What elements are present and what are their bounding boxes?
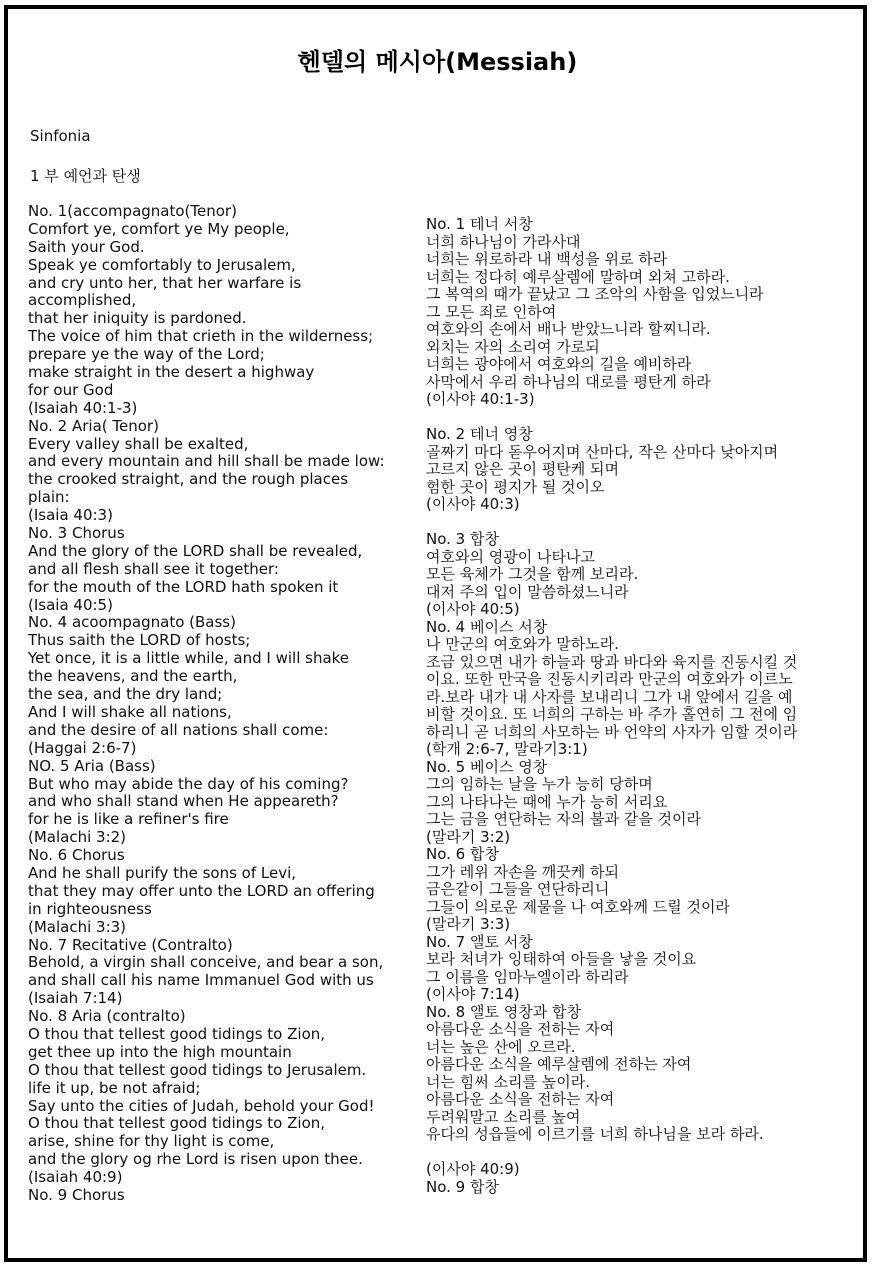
- english-lyric-line: for he is like a refiner's fire: [28, 810, 229, 829]
- korean-lyric-line: 두려워말고 소리를 높여: [426, 1107, 581, 1126]
- english-lyric-line: And the glory of the LORD shall be revealed,: [28, 541, 363, 560]
- korean-lyric-line: No. 9 합창: [426, 1177, 499, 1196]
- korean-lyric-line: (말라기 3:3): [426, 915, 511, 933]
- english-lyric-line: (Malachi 3:3): [28, 917, 127, 936]
- korean-lyric-line: 너희 하나님이 가라사대: [426, 232, 581, 251]
- english-lyric-line: The voice of him that crieth in the wilderness;: [28, 327, 374, 346]
- blank-line: [426, 1144, 854, 1162]
- korean-lyric-line: 라.보라 내가 내 사자를 보내리니 그가 내 앞에서 길을 예: [426, 687, 793, 706]
- english-lyric-line: (Isaiah 40:9): [28, 1168, 123, 1187]
- english-lyric-line: And I will shake all nations,: [28, 702, 232, 721]
- english-lyric-line: Thus saith the LORD of hosts;: [28, 631, 251, 650]
- korean-lyric-line: 그 모든 죄로 인하여: [426, 302, 557, 321]
- english-lyric-line: for the mouth of the LORD hath spoken it: [28, 577, 339, 596]
- korean-lyric-line: 아름다운 소식을 전하는 자여: [426, 1090, 615, 1108]
- english-lyric-line: in righteousness: [28, 899, 152, 918]
- english-lyric-line: and the desire of all nations shall come:: [28, 720, 329, 739]
- korean-lyric-line: 너희는 위로하라 내 백성을 위로 하라: [426, 250, 668, 268]
- korean-lyric-line: 대저 주의 입이 말씀하셨느니라: [426, 582, 629, 601]
- korean-lyric-line: 조금 있으면 내가 하늘과 땅과 바다와 육지를 진동시킬 것: [426, 652, 798, 671]
- korean-lyric-line: No. 6 합창: [426, 845, 499, 863]
- page-title: 헨델의 메시아(Messiah): [297, 48, 578, 76]
- blank-line: [426, 409, 854, 427]
- english-lyric-line: and shall call his name Immanuel God with us: [28, 971, 374, 990]
- korean-lyric-line: 아름다운 소식을 예루살렘에 전하는 자여: [426, 1055, 692, 1073]
- english-lyric-line: (Isaiah 40:1-3): [28, 398, 138, 417]
- english-lyric-line: Yet once, it is a little while, and I will shake: [28, 649, 350, 668]
- korean-lyric-line: 보라 처녀가 잉태하여 아들을 낳을 것이요: [426, 950, 697, 968]
- english-lyric-line: No. 8 Aria (contralto): [28, 1007, 186, 1026]
- korean-lyric-line: 골짜기 마다 돋우어지며 산마다, 작은 산마다 낮아지며: [426, 442, 779, 461]
- english-lyric-line: O thou that tellest good tidings to Zion,: [28, 1024, 326, 1043]
- korean-lyric-line: 외치는 자의 소리여 가로되: [426, 337, 600, 356]
- korean-lyric-line: No. 3 합창: [426, 530, 499, 548]
- english-lyric-line: No. 1(accompagnato(Tenor): [28, 202, 237, 220]
- korean-lyric-line: 너는 높은 산에 오르라.: [426, 1037, 576, 1056]
- english-lyric-line: But who may abide the day of his coming?: [28, 774, 349, 793]
- english-lyric-line: and the glory og rhe Lord is risen upon thee.: [28, 1150, 363, 1169]
- korean-lyric-line: 나 만군의 여호와가 말하노라.: [426, 635, 619, 653]
- korean-lyric-line: 그 이름을 임마누엘이라 하리라: [426, 967, 629, 986]
- english-lyric-line: prepare ye the way of the Lord;: [28, 345, 265, 364]
- korean-lyric-line: 그의 임하는 날을 누가 능히 당하며: [426, 775, 653, 793]
- korean-lyric-line: (학개 2:6-7, 말라기3:1): [426, 740, 588, 758]
- english-lyric-line: O thou that tellest good tidings to Zion,: [28, 1114, 326, 1133]
- korean-lyric-line: (이사야 40:3): [426, 495, 520, 513]
- korean-lyric-line: 고르지 않은 곳이 평탄케 되며: [426, 460, 619, 478]
- english-lyric-line: Behold, a virgin shall conceive, and bear a son,: [28, 953, 384, 972]
- korean-lyric-line: (이사야 40:1-3): [426, 390, 535, 408]
- korean-lyric-line: 너희는 광야에서 여호와의 길을 예비하라: [426, 355, 692, 373]
- english-lyric-line: plain:: [28, 488, 70, 507]
- korean-lyric-line: 이요. 또한 만국을 진동시키리라 만군의 여호와가 이르노: [426, 670, 793, 688]
- korean-lyric-line: 그들이 의로운 제물을 나 여호와께 드릴 것이라: [426, 897, 730, 916]
- english-lyric-line: that her iniquity is pardoned.: [28, 309, 247, 328]
- english-lyric-line: (Haggai 2:6-7): [28, 738, 137, 757]
- english-lyric-line: life it up, be not afraid;: [28, 1078, 201, 1097]
- korean-lyric-line: 하리니 곧 너희의 사모하는 바 언약의 사자가 임할 것이라: [426, 722, 798, 741]
- english-lyric-line: No. 4 acoompagnato (Bass): [28, 613, 236, 632]
- korean-lyric-line: 그는 금을 연단하는 자의 불과 같을 것이라: [426, 810, 701, 828]
- korean-lyric-line: No. 1 테너 서창: [426, 215, 533, 233]
- blank-line: [426, 514, 854, 532]
- korean-lyric-line: 금은같이 그들을 연단하리니: [426, 880, 610, 898]
- english-lyric-line: get thee up into the high mountain: [28, 1042, 292, 1061]
- english-lyric-line: Say unto the cities of Judah, behold your God!: [28, 1096, 375, 1115]
- english-lyric-line: Saith your God.: [28, 237, 145, 256]
- korean-lyric-line: No. 8 앨토 영창과 합창: [426, 1002, 581, 1021]
- korean-lyric-line: 여호와의 손에서 배나 받았느니라 할찌니라.: [426, 320, 711, 338]
- english-lyric-line: and cry unto her, that her warfare is: [28, 273, 302, 292]
- korean-lyric-line: 그가 레위 자손을 깨끗케 하되: [426, 862, 619, 881]
- korean-lyric-line: No. 4 베이스 서창: [426, 617, 548, 636]
- korean-lyric-line: (이사야 7:14): [426, 985, 520, 1003]
- english-lyric-line: NO. 5 Aria (Bass): [28, 756, 156, 775]
- english-lyric-line: No. 7 Recitative (Contralto): [28, 935, 233, 954]
- english-lyric-line: make straight in the desert a highway: [28, 363, 315, 382]
- english-lyric-line: arise, shine for thy light is come,: [28, 1132, 275, 1151]
- korean-lyric-line: No. 7 앨토 서창: [426, 932, 533, 951]
- korean-lyric-line: 모든 육체가 그것을 함께 보리라.: [426, 565, 639, 583]
- english-lyric-line: And he shall purify the sons of Levi,: [28, 863, 297, 882]
- intro-block: [30, 126, 141, 186]
- korean-lyric-line: 너희는 정다히 예루살렘에 말하며 외쳐 고하라.: [426, 267, 730, 286]
- english-lyric-line: O thou that tellest good tidings to Jerusalem.: [28, 1060, 367, 1079]
- korean-lyric-line: 험한 곳이 평지가 될 것이오: [426, 477, 605, 496]
- part-heading: 1 부 예언과 탄생: [30, 167, 141, 185]
- english-lyric-line: (Isaiah 7:14): [28, 989, 123, 1008]
- english-lyric-line: Comfort ye, comfort ye My people,: [28, 219, 290, 238]
- english-lyric-line: that they may offer unto the LORD an offering: [28, 881, 375, 900]
- english-lyric-line: (Isaia 40:5): [28, 595, 113, 614]
- english-lyric-line: No. 3 Chorus: [28, 524, 125, 543]
- english-lyric-line: Speak ye comfortably to Jerusalem,: [28, 255, 296, 274]
- english-lyric-line: the heavens, and the earth,: [28, 667, 238, 686]
- korean-lyric-line: 유다의 성읍들에 이르기를 너희 하나님을 보라 하라.: [426, 1125, 764, 1143]
- english-lyric-line: Every valley shall be exalted,: [28, 434, 249, 453]
- sinfonia-label: Sinfonia: [30, 127, 91, 145]
- korean-lyric-line: (이사야 40:9): [426, 1160, 520, 1178]
- english-text-column: [28, 203, 420, 1205]
- english-lyric-line: the crooked straight, and the rough places: [28, 470, 349, 489]
- english-lyric-line: accomplished,: [28, 291, 137, 310]
- english-lyric-line: No. 9 Chorus: [28, 1185, 125, 1204]
- korean-lyric-line: (말라기 3:2): [426, 827, 511, 846]
- korean-lyric-line: (이사야 40:5): [426, 600, 520, 618]
- korean-lyric-line: 너는 힘써 소리를 높이라.: [426, 1072, 590, 1091]
- korean-lyric-line: 사막에서 우리 하나님의 대로를 평탄게 하라: [426, 372, 711, 391]
- english-lyric-line: and all flesh shall see it together:: [28, 559, 279, 578]
- english-lyric-line: the sea, and the dry land;: [28, 685, 223, 704]
- korean-lyric-line: 그 복역의 때가 끝났고 그 조악의 사함을 입었느니라: [426, 285, 764, 303]
- korean-lyric-line: 비할 것이요. 또 너희의 구하는 바 주가 홀연히 그 전에 임: [426, 705, 798, 723]
- english-lyric-line: and every mountain and hill shall be made low:: [28, 452, 385, 471]
- english-lyric-line: (Malachi 3:2): [28, 828, 127, 847]
- korean-lyric-line: 여호와의 영광이 나타나고: [426, 547, 595, 566]
- korean-lyric-line: 그의 나타나는 때에 누가 능히 서리요: [426, 792, 668, 811]
- english-lyric-line: No. 2 Aria( Tenor): [28, 416, 159, 435]
- korean-lyric-line: 아름다운 소식을 전하는 자여: [426, 1020, 615, 1038]
- english-lyric-line: (Isaia 40:3): [28, 506, 113, 525]
- korean-text-column: [426, 216, 854, 1196]
- english-lyric-line: and who shall stand when He appeareth?: [28, 792, 339, 811]
- english-lyric-line: for our God: [28, 380, 114, 399]
- korean-lyric-line: No. 2 테너 영창: [426, 425, 533, 443]
- korean-lyric-line: No. 5 베이스 영창: [426, 757, 548, 776]
- english-lyric-line: No. 6 Chorus: [28, 846, 125, 865]
